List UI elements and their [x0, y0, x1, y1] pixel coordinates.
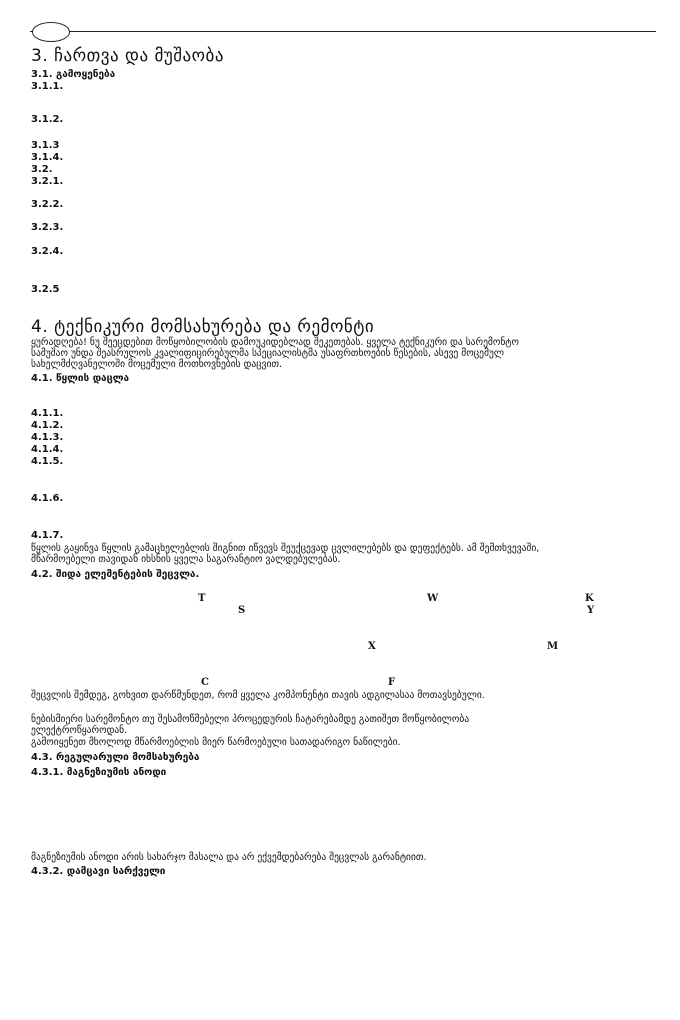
item-3-1-4: 3.1.4. [31, 152, 64, 163]
use-parts-text: გამოიყენეთ მხოლოდ მწარმოებლის მიერ წარმოებული სათადარიგო ნაწილები. [31, 737, 401, 748]
diagram-label-y: Y [587, 605, 595, 616]
water-drain-title: 4.1. წყლის დაცლა [31, 373, 130, 384]
item-4-1-6: 4.1.6. [31, 493, 64, 504]
item-3-2-2: 3.2.2. [31, 199, 64, 210]
warning-line-2: მწარმოებელი თავიდან იხსნის ყველა საგარანტიო ვალდებულებას. [31, 554, 341, 565]
item-3-1-2: 3.1.2. [31, 114, 64, 125]
warning-line-1: წყლის გაყინვა წყლის გამაცხელებლის შიგნით იწვევს შეუქცევად ცვლილებებს და დეფექტებს. ამ შემთხვევაში, [31, 543, 540, 554]
item-3-1-1: 3.1.1. [31, 81, 64, 92]
intro-line-2: სამუშაო უნდა შეასრულოს კვალიფიცირებულმა სპეციალისტმა უსაფრთხოების წესების, ასევე მოცემულ [31, 348, 505, 359]
page-number-oval [32, 22, 70, 42]
item-3-2-5: 3.2.5 [31, 284, 60, 295]
item-4-1-7: 4.1.7. [31, 530, 64, 541]
intro-line-1: ყურადღება! ნუ შეეცდებით მოწყობილობის დამოუკიდებლად შეკეთებას. ყველა ტექნიკური და სარემონტო [31, 337, 519, 348]
intro-line-3: სახელმძღვანელოში მოცემული მოთხოვნების დაცვით. [31, 359, 283, 370]
diagram-label-x: X [368, 641, 376, 652]
item-4-1-5: 4.1.5. [31, 456, 64, 467]
item-4-1-2: 4.1.2. [31, 420, 64, 431]
diagram-label-t: T [198, 593, 206, 604]
diagram-label-s: S [238, 605, 246, 616]
diagram-label-w: W [427, 593, 439, 604]
inner-elements-title: 4.2. შიდა ელემენტების შეცვლა. [31, 569, 200, 580]
item-4-1-4: 4.1.4. [31, 444, 64, 455]
regular-service-title: 4.3. რეგულარული მომსახურება [31, 752, 200, 763]
header-rule [30, 31, 656, 32]
item-4-1-3: 4.1.3. [31, 432, 64, 443]
item-3-2-4: 3.2.4. [31, 246, 64, 257]
section-4-title: 4. ტექნიკური მომსახურება და რემონტი [31, 317, 375, 337]
item-3-2: 3.2. [31, 164, 53, 175]
before-repair-line-2: ელექტროწყაროდან. [31, 725, 128, 736]
diagram-label-k: K [585, 593, 594, 604]
item-3-1-3: 3.1.3 [31, 140, 60, 151]
diagram-label-m: M [547, 641, 559, 652]
anode-text: მაგნეზიუმის ანოდი არის სახარჯო მასალა და არ ექვემდებარება შეცვლას გარანტიით. [31, 852, 427, 863]
diagram-label-c: C [201, 677, 209, 688]
section-3-title: 3. ჩართვა და მუშაობა [31, 46, 224, 66]
valve-title: 4.3.2. დამცავი სარქველი [31, 866, 166, 877]
item-3-2-1: 3.2.1. [31, 176, 64, 187]
item-3-1: 3.1. გამოყენება [31, 69, 116, 80]
item-3-2-3: 3.2.3. [31, 222, 64, 233]
item-4-1-1: 4.1.1. [31, 408, 64, 419]
after-replace-text: შეცვლის შემდეგ, გოხვით დარწმუნდეთ, რომ ყველა კომპონენტი თავის ადგილასაა მოთავსებული. [31, 690, 485, 701]
diagram-label-f: F [388, 677, 396, 688]
before-repair-line-1: ნებისმიერი სარემონტო თუ შესამოწმებელი პროცედურის ჩატარებამდე გათიშეთ მოწყობილობა [31, 714, 470, 725]
anode-title: 4.3.1. მაგნეზიუმის ანოდი [31, 767, 167, 778]
